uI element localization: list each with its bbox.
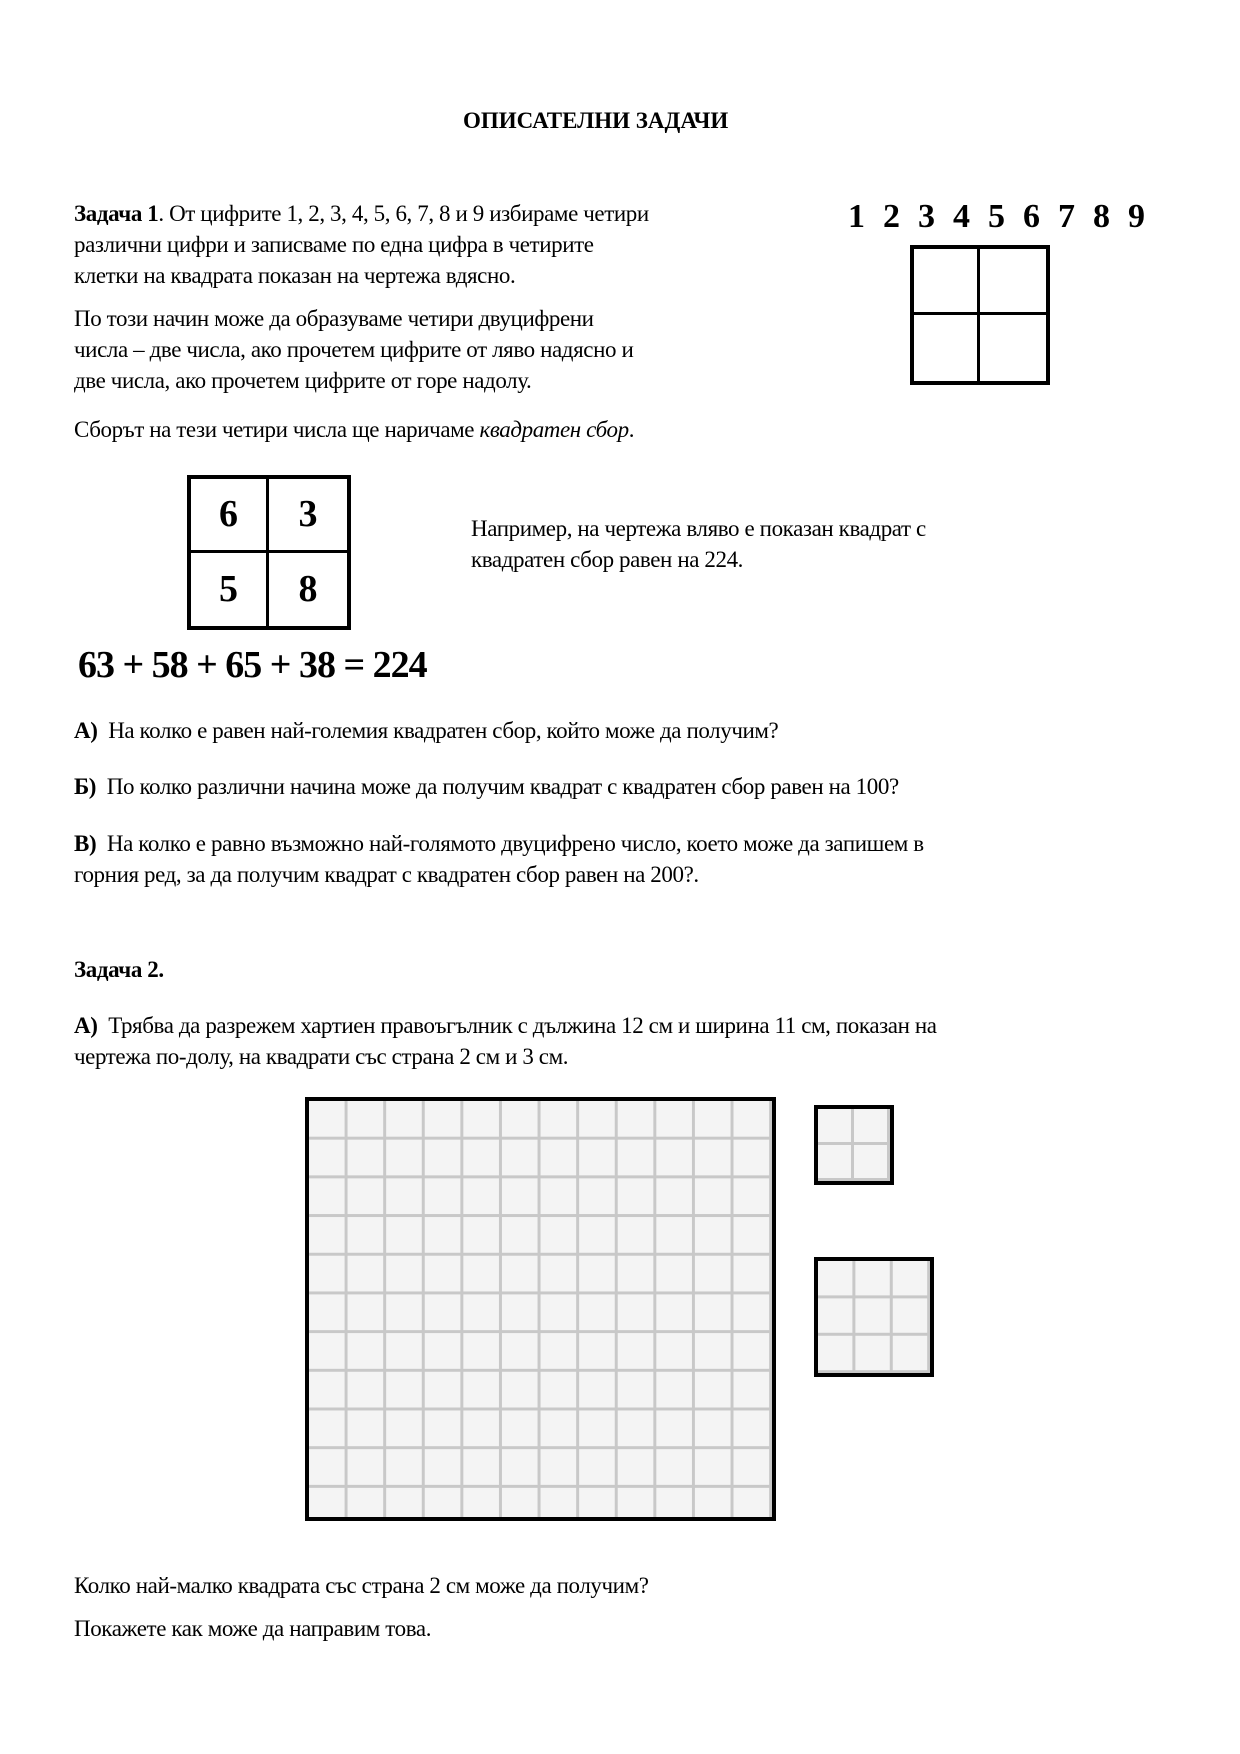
question-a: А) На колко е равен най-големия квадратен сбор, който може да получим? [74, 718, 779, 743]
paper-rectangle-12x11 [305, 1097, 776, 1521]
empty-cell [914, 315, 980, 381]
task1-intro: Задача 1. От цифрите 1, 2, 3, 4, 5, 6, 7, 8 и 9 избираме четири различни цифри и записваме по една цифра в четирите клетки на квадрата показан на чертежа вдясно. [74, 201, 649, 288]
example-square [187, 475, 351, 630]
follow-up-question: Колко най-малко квадрата със страна 2 см може да получим? [74, 1573, 649, 1598]
example-cell: 3 [269, 479, 347, 553]
digit: 1 [848, 198, 865, 235]
square-2cm [814, 1105, 894, 1185]
digit: 3 [918, 198, 935, 235]
empty-square-2x2 [910, 245, 1050, 385]
digit: 4 [953, 198, 970, 235]
digit: 9 [1128, 198, 1145, 235]
question-c: В) На колко е равно възможно най-голямото двуцифрено число, което може да запишем в горния ред, за да получим квадрат с квадратен сбор равен на 200?. [74, 831, 924, 887]
empty-cell [980, 249, 1046, 315]
example-cell: 5 [191, 553, 269, 627]
empty-cell [914, 249, 980, 315]
task1-paragraph-2: По този начин може да образуваме четири двуцифрени числа – две числа, ако прочетем цифрите от ляво надясно и две числа, ако прочетем цифрите от горе надолу. [74, 306, 634, 393]
example-description: Например, на чертежа вляво е показан квадрат с квадратен сбор равен на 224. [471, 516, 926, 572]
task2-label: Задача 2. [74, 957, 164, 982]
digit: 5 [988, 198, 1005, 235]
task1-label: Задача 1 [74, 201, 159, 226]
page-title: ОПИСАТЕЛНИ ЗАДАЧИ [463, 108, 729, 133]
example-cell: 8 [298, 568, 318, 611]
follow-up-instruction: Покажете как може да направим това. [74, 1616, 432, 1641]
example-cell: 6 [191, 479, 269, 553]
example-equation: 63 + 58 + 65 + 38 = 224 [78, 644, 427, 686]
empty-cell [980, 315, 1046, 381]
term-square-sum: квадратен сбор [479, 417, 629, 442]
digit: 2 [883, 198, 900, 235]
task1-paragraph-3: Сборът на тези четири числа ще наричаме квадратен сбор. [74, 417, 635, 442]
digit: 8 [1093, 198, 1110, 235]
task2-question-a: А) Трябва да разрежем хартиен правоъгълник с дължина 12 см и ширина 11 см, показан на чертежа по-долу, на квадрати със страна 2 см и 3 см. [74, 1013, 937, 1069]
question-b: Б) По колко различни начина може да получим квадрат с квадратен сбор равен на 100? [74, 774, 899, 799]
digit: 7 [1058, 198, 1075, 235]
digit: 6 [1023, 198, 1040, 235]
digits-row [848, 198, 1163, 236]
square-3cm [814, 1257, 934, 1377]
